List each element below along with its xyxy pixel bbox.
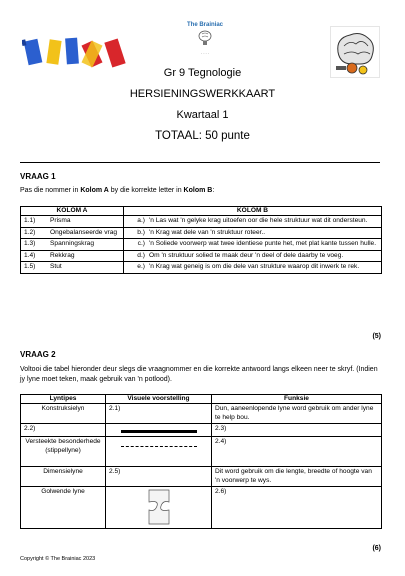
- row-number: 1.4): [21, 250, 48, 262]
- instr-text-e: :: [212, 187, 215, 194]
- table-header-row: [21, 395, 382, 404]
- visual-cell: [106, 424, 212, 437]
- table-row: [21, 262, 382, 274]
- function-header: Funksie: [212, 395, 382, 404]
- function-cell: Dun, aaneenlopende lyne word gebruik om ander lyne te help bou.: [212, 404, 382, 424]
- table-header-row: [21, 207, 382, 216]
- definition: 'n Soliede voorwerp wat twee identiese punte het, met plat kante tussen hulle.: [146, 239, 382, 251]
- definition: 'n Krag wat dele van 'n struktuur roteer..: [146, 227, 382, 239]
- row-letter: c.): [124, 239, 147, 251]
- brand-name: The Brainiac: [186, 22, 223, 28]
- header-divider: [20, 162, 380, 163]
- question-2-instructions: Voltooi die tabel hieronder deur slegs die vraagnommer en die korrekte antwoord langs elkeen neer te skryf. (Indien jy lyne moet teken, maak gebruik van 'n potlood).: [20, 366, 378, 383]
- visual-header: Visuele voorstelling: [106, 395, 212, 404]
- table-row: [21, 437, 382, 467]
- worksheet-title: HERSIENINGSWERKKAART: [129, 88, 276, 100]
- brain-logo-icon: [197, 30, 213, 46]
- column-b-header: KOLOM B: [124, 207, 382, 216]
- block-yellow-1: [46, 39, 61, 64]
- block-red-2: [104, 38, 125, 67]
- table-row: [21, 424, 382, 437]
- table-row: [21, 227, 382, 239]
- row-letter: d.): [124, 250, 147, 262]
- question-1-heading: VRAAG 1: [20, 172, 56, 181]
- instr-text-c: by die korrekte letter in: [108, 187, 184, 194]
- function-cell: 2.6): [212, 487, 382, 529]
- brand-header: [170, 22, 240, 56]
- table-row: [21, 250, 382, 262]
- term-name: Spanningskrag: [47, 239, 124, 251]
- subject-title: Gr 9 Tegnologie: [163, 67, 242, 79]
- line-type-cell: 2.2): [21, 424, 106, 437]
- break-line-drawing: [145, 488, 173, 526]
- term-name: Rekkrag: [47, 250, 124, 262]
- instr-col-b: Kolom B: [183, 187, 213, 194]
- block-red-1: [81, 41, 102, 68]
- row-number: 1.5): [21, 262, 48, 274]
- term-name: Stut: [47, 262, 124, 274]
- question-1-marks: (5): [372, 333, 381, 340]
- definition: 'n Krag wat geneig is om die dele van strukture waarop dit inwerk te rek.: [146, 262, 382, 274]
- term-title: Kwartaal 1: [176, 109, 229, 121]
- line-type-cell: Versteekte besonderhede (stippellyne): [21, 437, 106, 467]
- total-title: TOTAAL: 50 punte: [155, 130, 250, 142]
- table-row: [21, 239, 382, 251]
- table-row: [21, 487, 382, 529]
- column-a-header: KOLOM A: [21, 207, 124, 216]
- line-types-header: Lyntipes: [21, 395, 106, 404]
- line-type-cell: Dimensielyne: [21, 467, 106, 487]
- row-letter: a.): [124, 216, 147, 228]
- table-row: [21, 467, 382, 487]
- question-2-table: [20, 394, 382, 529]
- line-type-cell: Golwende lyne: [21, 487, 106, 529]
- row-number: 1.2): [21, 227, 48, 239]
- brand-tagline: · · · ·: [201, 52, 209, 56]
- function-cell: 2.3): [212, 424, 382, 437]
- question-1-instructions: [20, 187, 214, 194]
- row-number: 1.1): [21, 216, 48, 228]
- thick-line-drawing: [121, 430, 197, 433]
- instr-text-a: Pas die nommer in: [20, 187, 81, 194]
- block-blue-2: [65, 38, 79, 65]
- function-cell: Dit word gebruik om die lengte, breedte of hoogte van 'n voorwerp te wys.: [212, 467, 382, 487]
- question-2-heading: VRAAG 2: [20, 350, 56, 359]
- question-2-marks: (6): [372, 545, 381, 552]
- visual-cell: [106, 437, 212, 467]
- term-name: Prisma: [47, 216, 124, 228]
- function-cell: 2.4): [212, 437, 382, 467]
- block-blue-1: [22, 39, 42, 65]
- term-name: Ongebalanseerde vrag: [47, 227, 124, 239]
- visual-cell: [106, 487, 212, 529]
- visual-cell: 2.1): [106, 404, 212, 424]
- line-type-cell: Konstruksielyn: [21, 404, 106, 424]
- table-row: [21, 404, 382, 424]
- definition: Om 'n struktuur solied te maak deur 'n deel of dele daarby te voeg.: [146, 250, 382, 262]
- dashed-line-drawing: [121, 446, 197, 447]
- copyright-footer: Copyright © The Brainiac 2023: [20, 556, 96, 562]
- question-1-table: [20, 206, 382, 274]
- row-letter: e.): [124, 262, 147, 274]
- visual-cell: 2.5): [106, 467, 212, 487]
- table-row: [21, 216, 382, 228]
- row-number: 1.3): [21, 239, 48, 251]
- row-letter: b.): [124, 227, 147, 239]
- instr-col-a: Kolom A: [80, 187, 109, 194]
- definition: 'n Las wat 'n gelyke krag uitoefen oor die hele struktuur wat dit ondersteun.: [146, 216, 382, 228]
